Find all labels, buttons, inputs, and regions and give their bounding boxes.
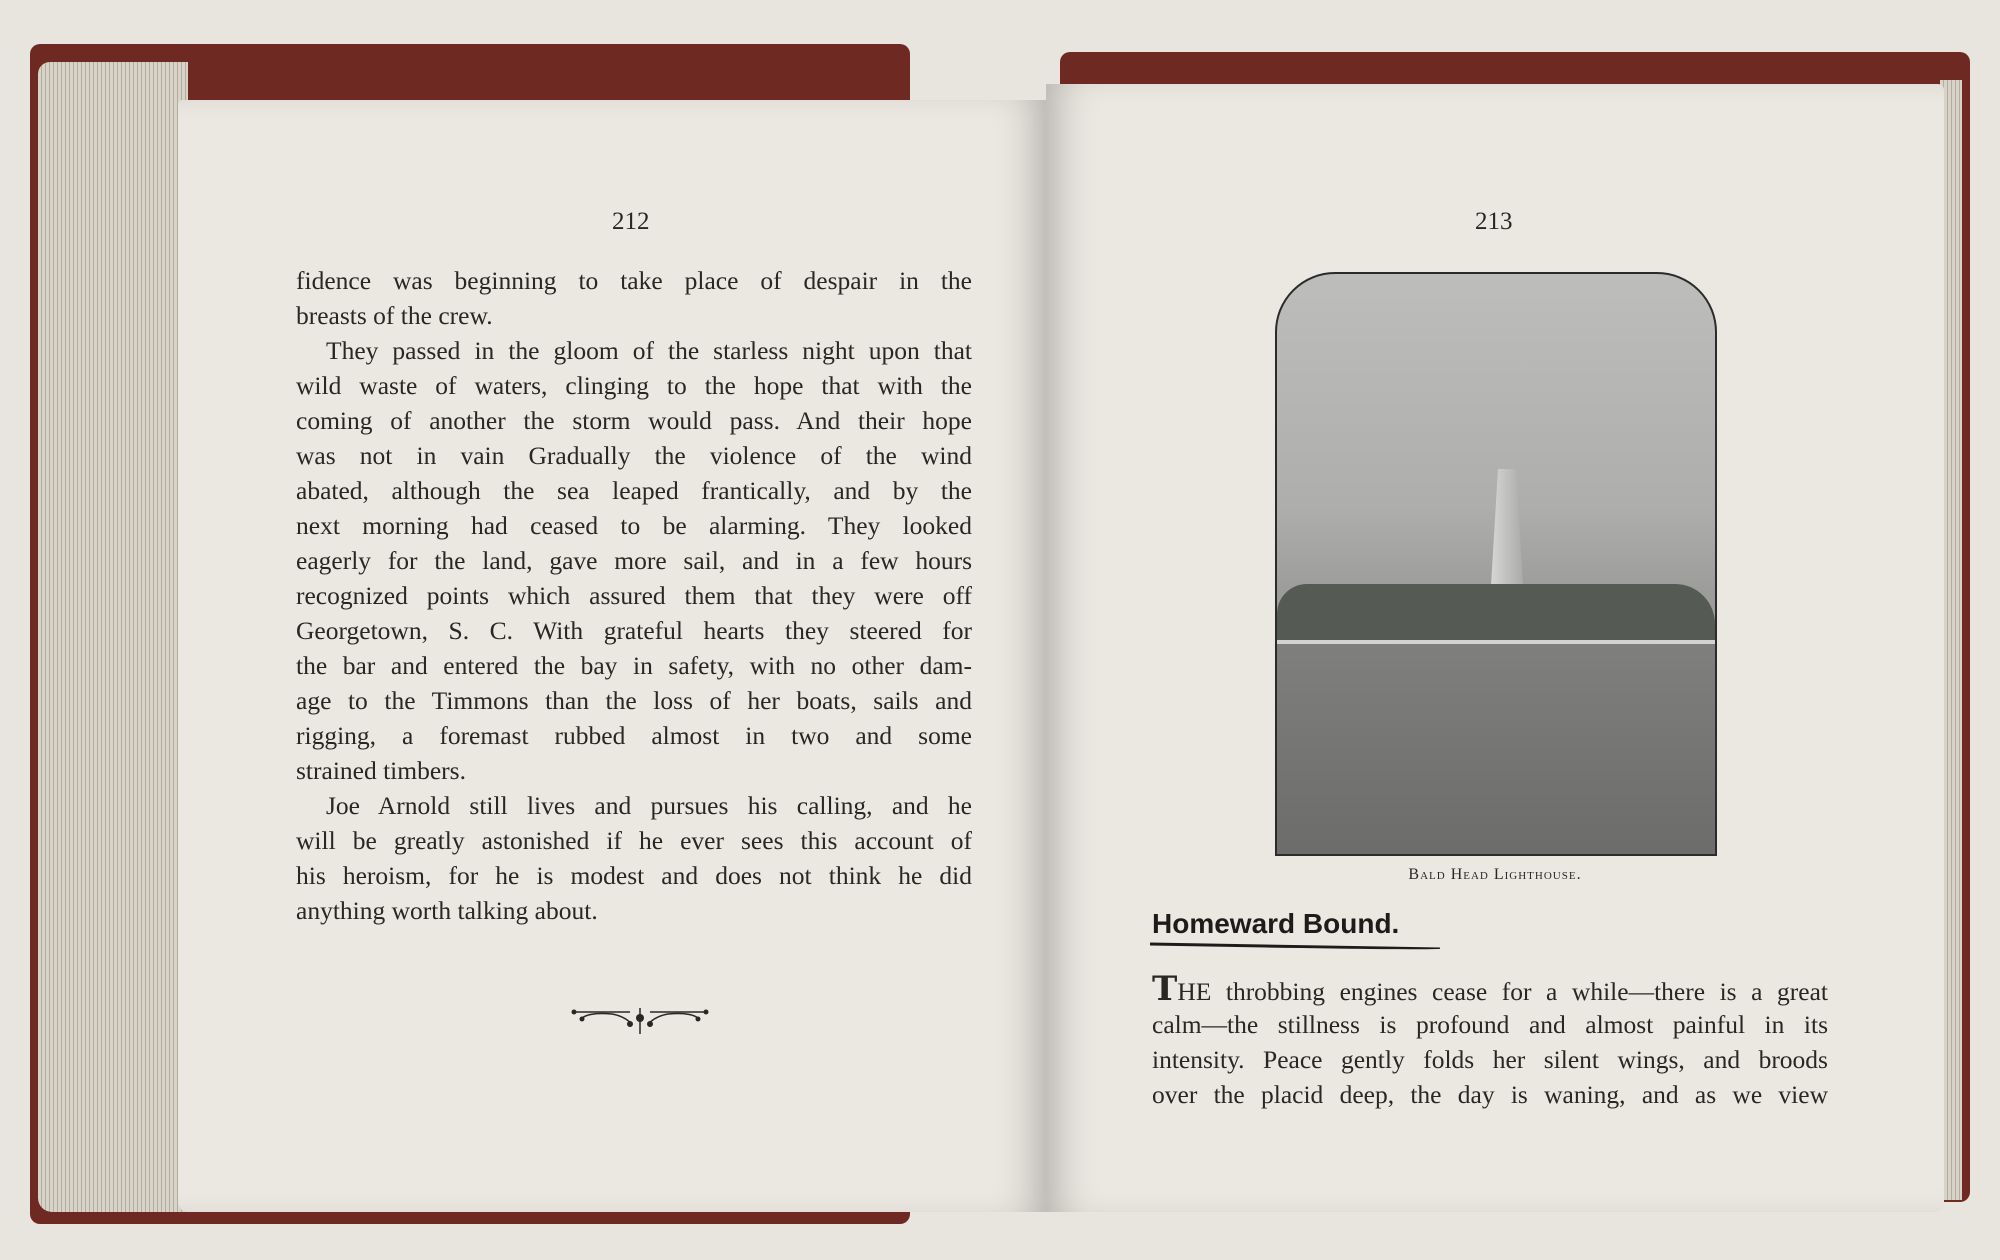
text-line: Joe Arnold still lives and pursues his calling, and he: [326, 791, 972, 820]
text-line: breasts of the crew.: [296, 301, 493, 330]
text-line: coming of another the storm would pass. And their hope: [296, 406, 972, 435]
text-line: rigging, a foremast rubbed almost in two and some: [296, 721, 972, 750]
photo-caption: Bald Head Lighthouse.: [1408, 866, 1582, 883]
text-line: [1152, 969, 1828, 1009]
ornament-icon: [570, 1004, 710, 1040]
text-line: anything worth talking about.: [296, 896, 598, 925]
text-line: age to the Timmons than the loss of her boats, sails and: [296, 686, 972, 715]
text-line: was not in vain Gradually the violence of the wind: [296, 441, 972, 470]
page-number-left: 212: [612, 208, 650, 235]
text-line: calm—the stillness is profound and almost painful in its: [1152, 1010, 1828, 1039]
page-number-right: 213: [1475, 208, 1513, 235]
text-line: abated, although the sea leaped frantically, and by the: [296, 476, 972, 505]
text-line: Georgetown, S. C. With grateful hearts they steered for: [296, 616, 972, 645]
text-line: over the placid deep, the day is waning, and as we view: [1152, 1080, 1828, 1109]
text-line: recognized points which assured them that they were off: [296, 581, 972, 610]
section-heading: Homeward Bound.: [1152, 908, 1400, 939]
water: [1277, 644, 1715, 854]
shoreline: [1277, 640, 1715, 644]
text-line-rest: HE throbbing engines cease for a while—there is a great: [1177, 977, 1828, 1006]
drop-cap: T: [1152, 969, 1178, 1009]
left-page-text: [296, 263, 972, 928]
text-line: strained timbers.: [296, 756, 466, 785]
text-line: will be greatly astonished if he ever sees this account of: [296, 826, 972, 855]
right-page-text: [1152, 969, 1828, 1112]
text-line: They passed in the gloom of the starless night upon that: [326, 336, 972, 365]
text-line: his heroism, for he is modest and does not think he did: [296, 861, 972, 890]
text-line: next morning had ceased to be alarming. They looked: [296, 511, 972, 540]
page-edges-left: [38, 62, 188, 1212]
text-line: fidence was beginning to take place of despair in the: [296, 266, 972, 295]
text-line: intensity. Peace gently folds her silent wings, and broods: [1152, 1045, 1828, 1074]
text-line: the bar and entered the bay in safety, with no other dam-: [296, 651, 972, 680]
text-line: wild waste of waters, clinging to the hope that with the: [296, 371, 972, 400]
text-line: eagerly for the land, gave more sail, and in a few hours: [296, 546, 972, 575]
lighthouse-photo: [1275, 272, 1717, 856]
